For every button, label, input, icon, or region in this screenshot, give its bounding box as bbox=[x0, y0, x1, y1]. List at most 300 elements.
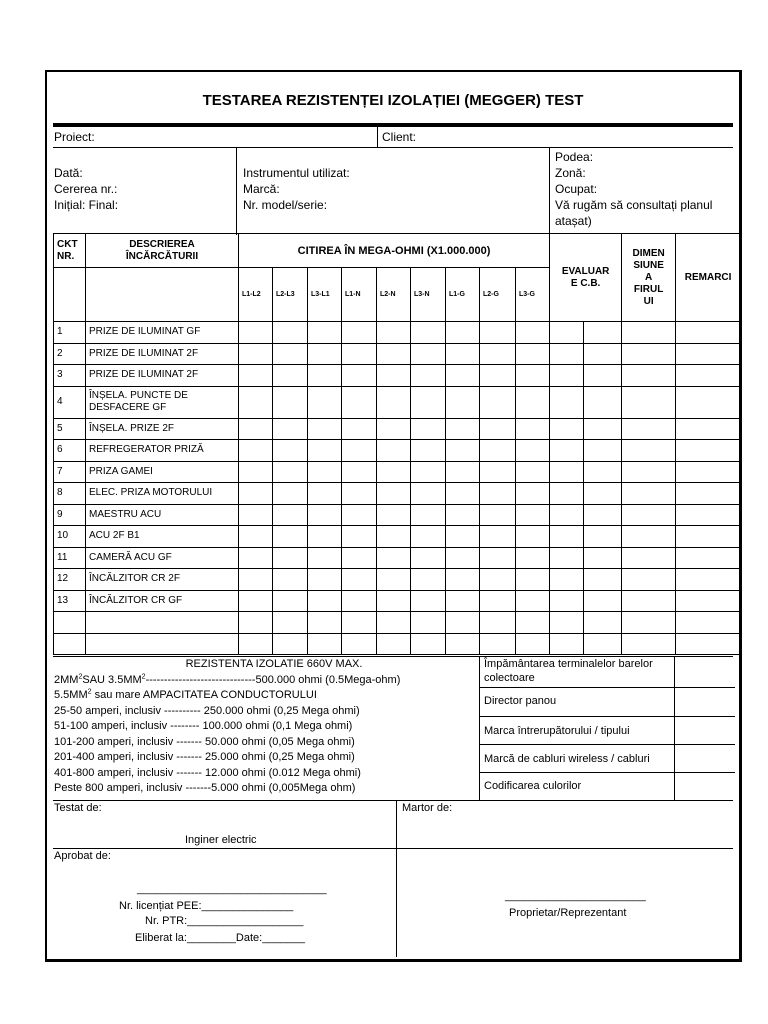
entry-cell[interactable] bbox=[308, 547, 342, 569]
entry-cell[interactable] bbox=[584, 483, 622, 505]
entry-cell[interactable] bbox=[377, 322, 411, 344]
entry-cell[interactable] bbox=[676, 504, 741, 526]
entry-cell[interactable] bbox=[584, 365, 622, 387]
entry-cell[interactable] bbox=[446, 483, 480, 505]
entry-cell[interactable] bbox=[622, 590, 676, 612]
resistance-line: 51-100 amperi, inclusiv -------- 100.000 ohmi (0,1 Mega ohmi) bbox=[54, 720, 353, 732]
form-frame bbox=[45, 70, 742, 962]
table-row bbox=[54, 526, 741, 548]
entry-cell[interactable] bbox=[480, 418, 516, 440]
entry-cell[interactable] bbox=[446, 343, 480, 365]
entry-cell[interactable] bbox=[411, 386, 446, 418]
entry-cell[interactable] bbox=[584, 612, 622, 634]
entry-cell[interactable] bbox=[480, 440, 516, 462]
entry-cell[interactable] bbox=[550, 343, 584, 365]
entry-cell[interactable] bbox=[676, 483, 741, 505]
entry-cell[interactable] bbox=[239, 569, 273, 591]
entry-cell[interactable] bbox=[273, 483, 308, 505]
entry-cell[interactable] bbox=[411, 590, 446, 612]
table-row bbox=[54, 569, 741, 591]
entry-cell[interactable] bbox=[584, 322, 622, 344]
entry-cell[interactable] bbox=[411, 418, 446, 440]
entry-cell[interactable] bbox=[550, 633, 584, 655]
entry-cell[interactable] bbox=[584, 569, 622, 591]
info-mid bbox=[243, 165, 350, 213]
entry-cell[interactable] bbox=[516, 590, 550, 612]
witness-label: Martor de: bbox=[402, 802, 453, 814]
entry-cell[interactable] bbox=[516, 612, 550, 634]
entry-cell[interactable] bbox=[446, 612, 480, 634]
entry-cell[interactable] bbox=[342, 440, 377, 462]
entry-cell[interactable] bbox=[273, 343, 308, 365]
circuit-number bbox=[54, 612, 86, 634]
entry-cell[interactable] bbox=[584, 461, 622, 483]
circuit-number: 7 bbox=[54, 461, 86, 483]
entry-cell[interactable] bbox=[446, 418, 480, 440]
load-description: PRIZE DE ILUMINAT GF bbox=[86, 322, 239, 344]
circuit-number: 13 bbox=[54, 590, 86, 612]
entry-cell[interactable] bbox=[622, 461, 676, 483]
entry-cell[interactable] bbox=[676, 612, 741, 634]
entry-cell[interactable] bbox=[516, 386, 550, 418]
entry-cell[interactable] bbox=[273, 504, 308, 526]
entry-cell[interactable] bbox=[584, 547, 622, 569]
entry-cell[interactable] bbox=[239, 440, 273, 462]
divider bbox=[53, 848, 733, 849]
resistance-block bbox=[54, 657, 474, 797]
entry-cell[interactable] bbox=[411, 526, 446, 548]
form-title: TESTAREA REZISTENȚEI IZOLAȚIEI (MEGGER) TEST bbox=[202, 92, 584, 109]
entry-cell[interactable] bbox=[308, 504, 342, 526]
info-right bbox=[555, 149, 712, 229]
table-row bbox=[54, 590, 741, 612]
entry-cell[interactable] bbox=[377, 343, 411, 365]
reading-subheader: L3-N bbox=[411, 268, 446, 322]
reading-header: CITIREA ÎN MEGA-OHMI (X1.000.000) bbox=[239, 234, 550, 268]
entry-cell[interactable] bbox=[676, 461, 741, 483]
circuit-number bbox=[54, 633, 86, 655]
entry-cell[interactable] bbox=[308, 569, 342, 591]
entry-cell[interactable] bbox=[622, 612, 676, 634]
entry-cell[interactable] bbox=[446, 547, 480, 569]
entry-cell[interactable] bbox=[676, 322, 741, 344]
circuit-number: 3 bbox=[54, 365, 86, 387]
entry-cell[interactable] bbox=[273, 612, 308, 634]
entry-cell[interactable] bbox=[516, 526, 550, 548]
entry-cell[interactable] bbox=[308, 386, 342, 418]
load-description: MAESTRU ACU bbox=[86, 504, 239, 526]
reading-subheader: L3-G bbox=[516, 268, 550, 322]
side-item-panel: Director panou bbox=[484, 695, 557, 707]
side-item-cables: Marcă de cabluri wireless / cabluri bbox=[484, 753, 650, 765]
entry-cell[interactable] bbox=[377, 504, 411, 526]
entry-cell[interactable] bbox=[273, 590, 308, 612]
entry-cell[interactable] bbox=[584, 418, 622, 440]
entry-cell[interactable] bbox=[411, 461, 446, 483]
entry-cell[interactable] bbox=[622, 386, 676, 418]
entry-cell[interactable] bbox=[516, 483, 550, 505]
reading-subheader: L2-G bbox=[480, 268, 516, 322]
entry-cell[interactable] bbox=[516, 569, 550, 591]
signature-line: _______________________________ bbox=[137, 883, 327, 895]
entry-cell[interactable] bbox=[239, 633, 273, 655]
reading-subheader: L2-L3 bbox=[273, 268, 308, 322]
entry-cell[interactable] bbox=[308, 440, 342, 462]
entry-cell[interactable] bbox=[584, 590, 622, 612]
entry-cell[interactable] bbox=[342, 633, 377, 655]
entry-cell[interactable] bbox=[584, 504, 622, 526]
table-row bbox=[54, 386, 741, 418]
entry-cell[interactable] bbox=[446, 365, 480, 387]
divider bbox=[236, 147, 237, 235]
entry-cell[interactable] bbox=[411, 569, 446, 591]
entry-cell[interactable] bbox=[622, 526, 676, 548]
entry-cell[interactable] bbox=[516, 504, 550, 526]
entry-cell[interactable] bbox=[550, 590, 584, 612]
divider bbox=[53, 800, 733, 801]
entry-cell[interactable] bbox=[550, 461, 584, 483]
eval-cb-header: EVALUAR E C.B. bbox=[550, 234, 622, 322]
entry-cell[interactable] bbox=[342, 612, 377, 634]
date-label: Dată: bbox=[54, 166, 83, 180]
entry-cell[interactable] bbox=[273, 633, 308, 655]
entry-cell[interactable] bbox=[516, 322, 550, 344]
entry-cell[interactable] bbox=[411, 547, 446, 569]
entry-cell[interactable] bbox=[480, 569, 516, 591]
remarks-header: REMARCI bbox=[676, 234, 741, 322]
entry-cell[interactable] bbox=[676, 343, 741, 365]
divider bbox=[674, 656, 675, 800]
megger-table bbox=[53, 233, 741, 655]
info-left bbox=[54, 165, 118, 213]
entry-cell[interactable] bbox=[550, 322, 584, 344]
entry-cell[interactable] bbox=[516, 440, 550, 462]
divider bbox=[479, 744, 735, 745]
entry-cell[interactable] bbox=[550, 365, 584, 387]
circuit-number: 5 bbox=[54, 418, 86, 440]
load-description: PRIZE DE ILUMINAT 2F bbox=[86, 343, 239, 365]
entry-cell[interactable] bbox=[273, 418, 308, 440]
entry-cell[interactable] bbox=[342, 322, 377, 344]
entry-cell[interactable] bbox=[377, 569, 411, 591]
entry-cell[interactable] bbox=[411, 483, 446, 505]
entry-cell[interactable] bbox=[676, 633, 741, 655]
table-row bbox=[54, 440, 741, 462]
entry-cell[interactable] bbox=[480, 322, 516, 344]
entry-cell[interactable] bbox=[377, 418, 411, 440]
load-description: ACU 2F B1 bbox=[86, 526, 239, 548]
entry-cell[interactable] bbox=[239, 590, 273, 612]
entry-cell[interactable] bbox=[480, 612, 516, 634]
entry-cell[interactable] bbox=[342, 386, 377, 418]
entry-cell[interactable] bbox=[308, 418, 342, 440]
entry-cell[interactable] bbox=[622, 343, 676, 365]
entry-cell[interactable] bbox=[273, 461, 308, 483]
entry-cell[interactable] bbox=[342, 526, 377, 548]
entry-cell[interactable] bbox=[239, 483, 273, 505]
entry-cell[interactable] bbox=[377, 483, 411, 505]
entry-cell[interactable] bbox=[342, 569, 377, 591]
entry-cell[interactable] bbox=[446, 461, 480, 483]
entry-cell[interactable] bbox=[239, 612, 273, 634]
entry-cell[interactable] bbox=[342, 418, 377, 440]
entry-cell[interactable] bbox=[550, 612, 584, 634]
resistance-line: 101-200 amperi, inclusiv ------- 50.000 ohmi (0,05 Mega ohmi) bbox=[54, 735, 355, 748]
entry-cell[interactable] bbox=[446, 504, 480, 526]
circuit-number: 9 bbox=[54, 504, 86, 526]
initial-final-label: Inițial: Final: bbox=[54, 198, 119, 212]
table-row bbox=[54, 612, 741, 634]
resistance-heading: REZISTENTA IZOLATIE 660V MAX. bbox=[185, 658, 363, 670]
entry-cell[interactable] bbox=[377, 365, 411, 387]
load-description: PRIZA GAMEI bbox=[86, 461, 239, 483]
entry-cell[interactable] bbox=[550, 526, 584, 548]
entry-cell[interactable] bbox=[342, 590, 377, 612]
plan-note: Vă rugăm să consultați planul bbox=[555, 198, 713, 212]
project-label: Proiect: bbox=[54, 130, 95, 144]
entry-cell[interactable] bbox=[446, 633, 480, 655]
empty-cell bbox=[86, 268, 239, 322]
table-row bbox=[54, 547, 741, 569]
entry-cell[interactable] bbox=[584, 343, 622, 365]
wire-size-header: DIMEN SIUNE A FIRUL UI bbox=[622, 234, 676, 322]
entry-cell[interactable] bbox=[342, 461, 377, 483]
entry-cell[interactable] bbox=[273, 386, 308, 418]
entry-cell[interactable] bbox=[377, 526, 411, 548]
entry-cell[interactable] bbox=[480, 461, 516, 483]
request-label: Cererea nr.: bbox=[54, 182, 118, 196]
entry-cell[interactable] bbox=[480, 590, 516, 612]
entry-cell[interactable] bbox=[308, 590, 342, 612]
reading-subheader: L1-G bbox=[446, 268, 480, 322]
entry-cell[interactable] bbox=[342, 547, 377, 569]
entry-cell[interactable] bbox=[676, 418, 741, 440]
entry-cell[interactable] bbox=[377, 547, 411, 569]
circuit-number: 4 bbox=[54, 386, 86, 418]
tested-by-label: Testat de: bbox=[54, 802, 102, 814]
entry-cell[interactable] bbox=[550, 483, 584, 505]
entry-cell[interactable] bbox=[239, 418, 273, 440]
divider bbox=[377, 127, 378, 147]
entry-cell[interactable] bbox=[584, 386, 622, 418]
zone-label: Zonă: bbox=[555, 166, 586, 180]
entry-cell[interactable] bbox=[273, 569, 308, 591]
entry-cell[interactable] bbox=[411, 633, 446, 655]
entry-cell[interactable] bbox=[480, 526, 516, 548]
load-description: PRIZE DE ILUMINAT 2F bbox=[86, 365, 239, 387]
entry-cell[interactable] bbox=[377, 633, 411, 655]
entry-cell[interactable] bbox=[239, 526, 273, 548]
entry-cell[interactable] bbox=[516, 461, 550, 483]
entry-cell[interactable] bbox=[676, 526, 741, 548]
entry-cell[interactable] bbox=[550, 547, 584, 569]
title-divider bbox=[53, 123, 733, 127]
entry-cell[interactable] bbox=[342, 504, 377, 526]
entry-cell[interactable] bbox=[239, 461, 273, 483]
entry-cell[interactable] bbox=[550, 386, 584, 418]
entry-cell[interactable] bbox=[377, 386, 411, 418]
entry-cell[interactable] bbox=[273, 440, 308, 462]
entry-cell[interactable] bbox=[239, 547, 273, 569]
divider bbox=[479, 687, 735, 688]
entry-cell[interactable] bbox=[622, 483, 676, 505]
reading-subheader: L2-N bbox=[377, 268, 411, 322]
table-row bbox=[54, 483, 741, 505]
resistance-line-2mm: $2MM^2SAU$ $3.5MM^2------------------------------500.000$ ohmi (0.5Mega-ohm) bbox=[54, 672, 401, 686]
circuit-number: 2 bbox=[54, 343, 86, 365]
entry-cell[interactable] bbox=[308, 612, 342, 634]
side-item-grounding: Împământarea terminalelor barelor colectoare bbox=[484, 658, 653, 684]
entry-cell[interactable] bbox=[273, 365, 308, 387]
entry-cell[interactable] bbox=[446, 440, 480, 462]
entry-cell[interactable] bbox=[622, 504, 676, 526]
entry-cell[interactable] bbox=[308, 526, 342, 548]
ckt-header: CKT NR. bbox=[54, 234, 86, 268]
divider bbox=[53, 147, 733, 148]
table-row bbox=[54, 461, 741, 483]
entry-cell[interactable] bbox=[273, 526, 308, 548]
entry-cell[interactable] bbox=[516, 547, 550, 569]
entry-cell[interactable] bbox=[446, 569, 480, 591]
resistance-line: Peste 800 amperi, inclusiv -------5.000 ohmi (0,005Mega ohm) bbox=[54, 782, 356, 794]
entry-cell[interactable] bbox=[308, 343, 342, 365]
load-description: ÎNCĂLZITOR CR 2F bbox=[86, 569, 239, 591]
entry-cell[interactable] bbox=[411, 612, 446, 634]
divider bbox=[479, 772, 735, 773]
entry-cell[interactable] bbox=[239, 386, 273, 418]
entry-cell[interactable] bbox=[584, 440, 622, 462]
entry-cell[interactable] bbox=[377, 440, 411, 462]
engineer-label: Inginer electric bbox=[185, 834, 257, 846]
entry-cell[interactable] bbox=[516, 633, 550, 655]
owner-signature-line: _______________________ bbox=[505, 890, 646, 902]
entry-cell[interactable] bbox=[411, 365, 446, 387]
entry-cell[interactable] bbox=[273, 322, 308, 344]
resistance-line-5mm: $5.5MM^2$ sau mare AMPACITATEA CONDUCTORULUI bbox=[54, 688, 317, 701]
entry-cell[interactable] bbox=[516, 418, 550, 440]
entry-cell[interactable] bbox=[584, 633, 622, 655]
load-description: CAMERĂ ACU GF bbox=[86, 547, 239, 569]
load-description: ÎNȘELA. PUNCTE DE DESFACERE GF bbox=[86, 386, 239, 418]
description-header: DESCRIEREA ÎNCĂRCĂTURII bbox=[86, 234, 239, 268]
empty-cell bbox=[54, 268, 86, 322]
entry-cell[interactable] bbox=[446, 526, 480, 548]
divider bbox=[396, 800, 397, 957]
entry-cell[interactable] bbox=[480, 483, 516, 505]
entry-cell[interactable] bbox=[342, 365, 377, 387]
entry-cell[interactable] bbox=[516, 365, 550, 387]
circuit-number: 1 bbox=[54, 322, 86, 344]
entry-cell[interactable] bbox=[622, 365, 676, 387]
table-row bbox=[54, 633, 741, 655]
divider bbox=[549, 147, 550, 235]
load-description: ÎNCĂLZITOR CR GF bbox=[86, 590, 239, 612]
approved-by-label: Aprobat de: bbox=[54, 850, 111, 862]
entry-cell[interactable] bbox=[584, 526, 622, 548]
model-serial-label: Nr. model/serie: bbox=[243, 198, 328, 212]
entry-cell[interactable] bbox=[622, 418, 676, 440]
entry-cell[interactable] bbox=[411, 322, 446, 344]
entry-cell[interactable] bbox=[622, 547, 676, 569]
entry-cell[interactable] bbox=[239, 343, 273, 365]
entry-cell[interactable] bbox=[516, 343, 550, 365]
load-description bbox=[86, 612, 239, 634]
floor-label: Podea: bbox=[555, 150, 594, 164]
entry-cell[interactable] bbox=[411, 504, 446, 526]
brand-label: Marcă: bbox=[243, 182, 280, 196]
entry-cell[interactable] bbox=[676, 365, 741, 387]
entry-cell[interactable] bbox=[411, 440, 446, 462]
entry-cell[interactable] bbox=[239, 365, 273, 387]
entry-cell[interactable] bbox=[622, 569, 676, 591]
reading-subheader: L3-L1 bbox=[308, 268, 342, 322]
entry-cell[interactable] bbox=[308, 633, 342, 655]
entry-cell[interactable] bbox=[377, 590, 411, 612]
entry-cell[interactable] bbox=[239, 504, 273, 526]
entry-cell[interactable] bbox=[622, 633, 676, 655]
entry-cell[interactable] bbox=[446, 322, 480, 344]
entry-cell[interactable] bbox=[676, 569, 741, 591]
table-row bbox=[54, 343, 741, 365]
entry-cell[interactable] bbox=[622, 322, 676, 344]
entry-cell[interactable] bbox=[308, 483, 342, 505]
entry-cell[interactable] bbox=[676, 590, 741, 612]
license-field: Nr. licențiat PEE:_______________ bbox=[119, 900, 294, 912]
entry-cell[interactable] bbox=[273, 547, 308, 569]
entry-cell[interactable] bbox=[550, 569, 584, 591]
entry-cell[interactable] bbox=[308, 461, 342, 483]
entry-cell[interactable] bbox=[308, 365, 342, 387]
entry-cell[interactable] bbox=[342, 483, 377, 505]
client-label: Client: bbox=[382, 130, 417, 144]
entry-cell[interactable] bbox=[480, 504, 516, 526]
table-row bbox=[54, 322, 741, 344]
entry-cell[interactable] bbox=[411, 343, 446, 365]
entry-cell[interactable] bbox=[446, 386, 480, 418]
entry-cell[interactable] bbox=[550, 418, 584, 440]
circuit-number: 8 bbox=[54, 483, 86, 505]
load-description: ELEC. PRIZA MOTORULUI bbox=[86, 483, 239, 505]
entry-cell[interactable] bbox=[676, 547, 741, 569]
entry-cell[interactable] bbox=[239, 322, 273, 344]
entry-cell[interactable] bbox=[550, 504, 584, 526]
entry-cell[interactable] bbox=[377, 461, 411, 483]
entry-cell[interactable] bbox=[480, 386, 516, 418]
entry-cell[interactable] bbox=[480, 633, 516, 655]
entry-cell[interactable] bbox=[480, 547, 516, 569]
entry-cell[interactable] bbox=[480, 365, 516, 387]
entry-cell[interactable] bbox=[550, 440, 584, 462]
circuit-number: 10 bbox=[54, 526, 86, 548]
load-description: REFREGERATOR PRIZĂ bbox=[86, 440, 239, 462]
divider bbox=[479, 716, 735, 717]
table-row bbox=[54, 418, 741, 440]
entry-cell[interactable] bbox=[676, 386, 741, 418]
resistance-line: 401-800 amperi, inclusiv ------- 12.000 ohmi (0.012 Mega ohmi) bbox=[54, 766, 361, 779]
entry-cell[interactable] bbox=[446, 590, 480, 612]
load-description bbox=[86, 633, 239, 655]
side-item-colors: Codificarea culorilor bbox=[484, 780, 582, 792]
entry-cell[interactable] bbox=[622, 440, 676, 462]
occupied-label: Ocupat: bbox=[555, 182, 598, 196]
entry-cell[interactable] bbox=[676, 440, 741, 462]
entry-cell[interactable] bbox=[308, 322, 342, 344]
plan-note-end: atașat) bbox=[555, 214, 592, 228]
entry-cell[interactable] bbox=[377, 612, 411, 634]
issued-field: Eliberat la:________Date:_______ bbox=[135, 932, 306, 944]
entry-cell[interactable] bbox=[480, 343, 516, 365]
entry-cell[interactable] bbox=[342, 343, 377, 365]
